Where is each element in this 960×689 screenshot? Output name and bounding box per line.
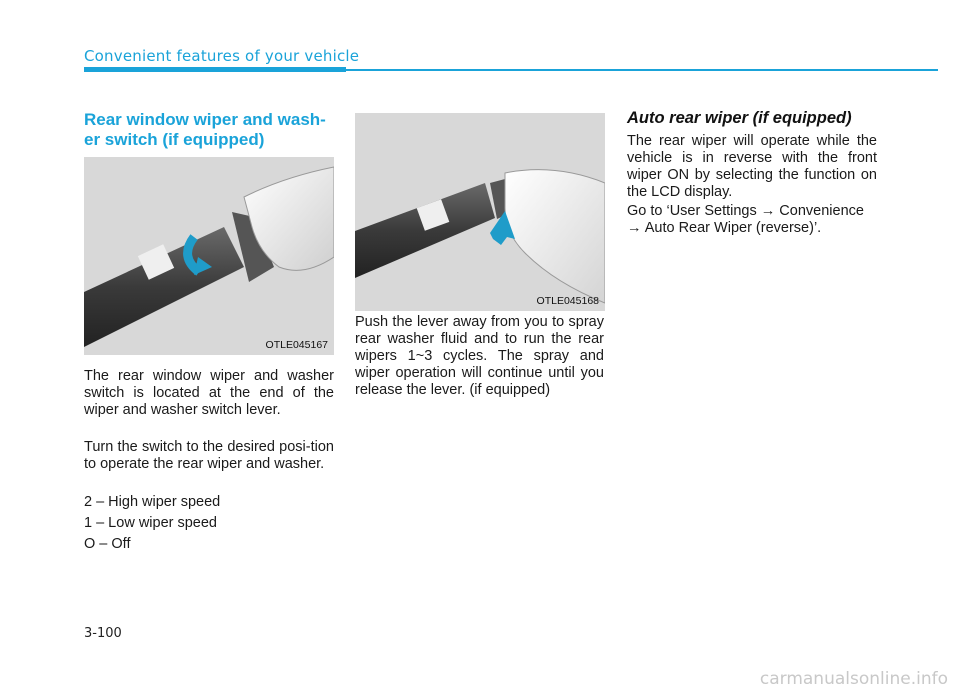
header-rule-thin	[346, 69, 938, 71]
figure-caption: OTLE045167	[265, 339, 328, 351]
user-settings-path-text: Go to ‘User Settings → Convenience → Auto Rear Wiper (reverse)’.	[627, 203, 864, 236]
list-item: 1 – Low wiper speed	[84, 515, 217, 531]
header-rule-thick	[84, 67, 346, 72]
auto-rear-wiper-heading: Auto rear wiper (if equipped)	[627, 109, 852, 127]
page-number: 3-100	[84, 626, 122, 641]
rear-wiper-operation-text: Turn the switch to the desired posi-tion to operate the rear wiper and washer.	[84, 439, 334, 472]
washer-spray-text: Push the lever away from you to spray rear washer fluid and to run the rear wipers 1~3 cycles. The spray and wiper operation will continue until you release the lever. (if equipped)	[355, 314, 604, 398]
auto-rear-wiper-text: The rear wiper will operate while the vehicle is in reverse with the front wiper ON by selecting the function on the LCD display.	[627, 133, 877, 200]
list-item: O – Off	[84, 536, 131, 552]
rear-wiper-location-text: The rear window wiper and washer switch is located at the end of the wiper and washer switch lever.	[84, 368, 334, 418]
figure-caption: OTLE045168	[536, 295, 599, 307]
rear-wiper-heading: Rear window wiper and wash-er switch (if equipped)	[84, 110, 326, 149]
figure-rotate-switch	[84, 157, 334, 355]
wiper-lever-illustration-1	[84, 157, 334, 355]
wiper-lever-illustration-2	[355, 113, 605, 311]
section-title: Convenient features of your vehicle	[84, 47, 360, 65]
list-item: 2 – High wiper speed	[84, 494, 221, 510]
watermark: carmanualsonline.info	[759, 669, 948, 689]
figure-push-lever	[355, 113, 605, 311]
